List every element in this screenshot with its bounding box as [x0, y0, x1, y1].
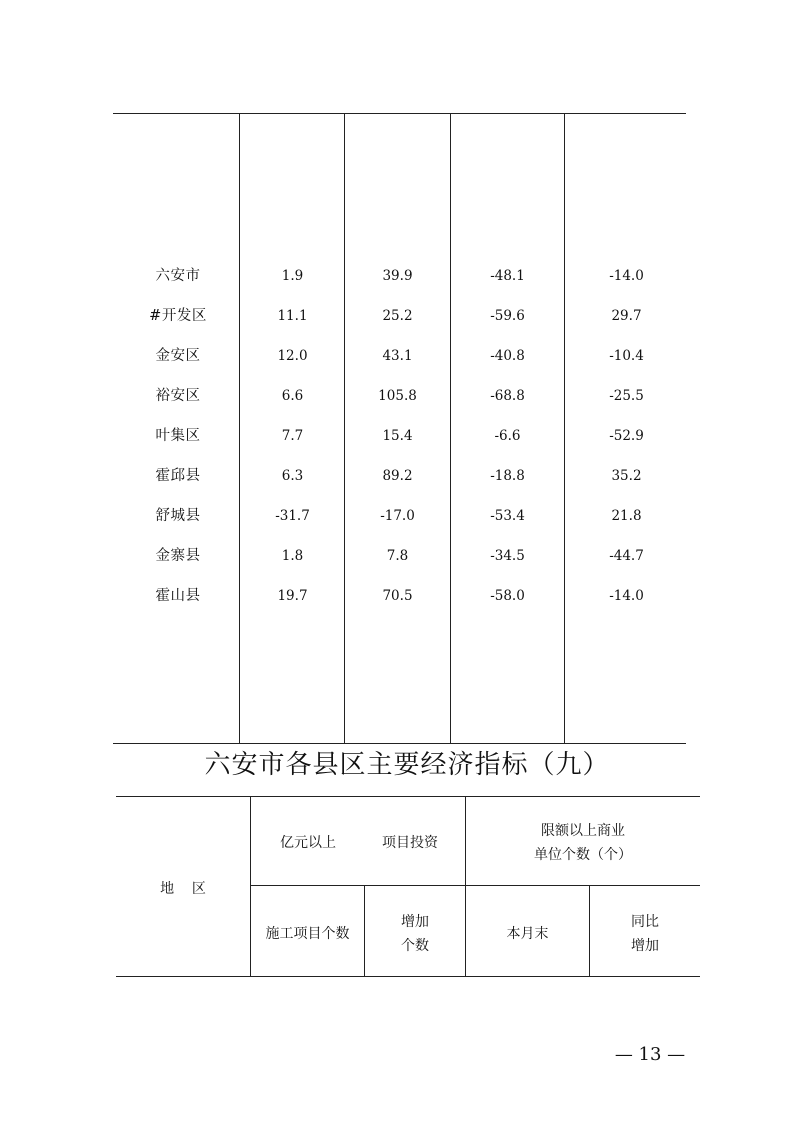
value-cell: 89.2 — [382, 468, 413, 484]
value-cell: -59.6 — [490, 308, 525, 324]
table-row — [0, 266, 794, 286]
subheader-yoy-line1: 同比 — [631, 914, 659, 930]
group-header-billion-label: 亿元以上 — [280, 835, 336, 851]
value-cell: 35.2 — [611, 468, 642, 484]
lower-table-column-divider — [250, 796, 251, 977]
table-row — [0, 426, 794, 446]
region-cell: 六安市 — [155, 268, 201, 284]
value-cell: -48.1 — [490, 268, 525, 284]
subheader-increase-line2: 个数 — [401, 938, 429, 954]
value-cell: 19.7 — [277, 588, 308, 604]
value-cell: 1.8 — [281, 548, 304, 564]
value-cell: -34.5 — [490, 548, 525, 564]
value-cell: -10.4 — [609, 348, 644, 364]
value-cell: -14.0 — [609, 268, 644, 284]
table-row — [0, 386, 794, 406]
value-cell: 11.1 — [277, 308, 308, 324]
region-cell: 舒城县 — [155, 508, 201, 524]
page-title: 六安市各县区主要经济指标（九） — [204, 750, 610, 780]
table-row — [0, 506, 794, 526]
region-cell: 霍山县 — [155, 588, 201, 604]
value-cell: -18.8 — [490, 468, 525, 484]
table-row — [0, 346, 794, 366]
value-cell: -6.6 — [494, 428, 521, 444]
region-cell: 金安区 — [155, 348, 201, 364]
table-row — [0, 546, 794, 566]
lower-table-header-divider — [251, 885, 700, 886]
subheader-increase-line1: 增加 — [401, 914, 429, 930]
value-cell: -31.7 — [275, 508, 310, 524]
value-cell: -68.8 — [490, 388, 525, 404]
region-cell: 霍邱县 — [155, 468, 201, 484]
group-header-investment-label: 项目投资 — [382, 835, 438, 851]
group-header-commerce-line2: 单位个数（个） — [534, 847, 632, 863]
upper-table-top-rule — [113, 113, 686, 114]
value-cell: 6.6 — [281, 388, 304, 404]
region-cell: #开发区 — [149, 308, 207, 324]
lower-table-top-rule — [116, 796, 700, 797]
value-cell: -44.7 — [609, 548, 644, 564]
value-cell: 12.0 — [277, 348, 308, 364]
region-cell: 裕安区 — [155, 388, 201, 404]
subheader-yoy-line2: 增加 — [631, 938, 659, 954]
value-cell: 25.2 — [382, 308, 413, 324]
subheader-project-count: 施工项目个数 — [265, 926, 350, 942]
subheader-month-end: 本月末 — [506, 926, 549, 942]
value-cell: 105.8 — [378, 388, 417, 404]
value-cell: 7.8 — [386, 548, 409, 564]
value-cell: 6.3 — [281, 468, 304, 484]
value-cell: 70.5 — [382, 588, 413, 604]
table-row — [0, 306, 794, 326]
lower-table-bottom-rule — [116, 976, 700, 977]
value-cell: 1.9 — [281, 268, 304, 284]
value-cell: -14.0 — [609, 588, 644, 604]
table-row — [0, 466, 794, 486]
region-header: 地 区 — [160, 881, 206, 897]
value-cell: -52.9 — [609, 428, 644, 444]
value-cell: -25.5 — [609, 388, 644, 404]
value-cell: 43.1 — [382, 348, 413, 364]
value-cell: -53.4 — [490, 508, 525, 524]
value-cell: 39.9 — [382, 268, 413, 284]
upper-table-bottom-rule — [113, 743, 686, 744]
region-cell: 金寨县 — [155, 548, 201, 564]
value-cell: -58.0 — [490, 588, 525, 604]
region-cell: 叶集区 — [155, 428, 201, 444]
table-row — [0, 586, 794, 606]
value-cell: 7.7 — [281, 428, 304, 444]
value-cell: -40.8 — [490, 348, 525, 364]
page-number: — 13 — — [614, 1044, 686, 1065]
value-cell: 21.8 — [611, 508, 642, 524]
value-cell: 29.7 — [611, 308, 642, 324]
value-cell: 15.4 — [382, 428, 413, 444]
group-header-commerce-line1: 限额以上商业 — [541, 823, 625, 839]
value-cell: -17.0 — [380, 508, 415, 524]
